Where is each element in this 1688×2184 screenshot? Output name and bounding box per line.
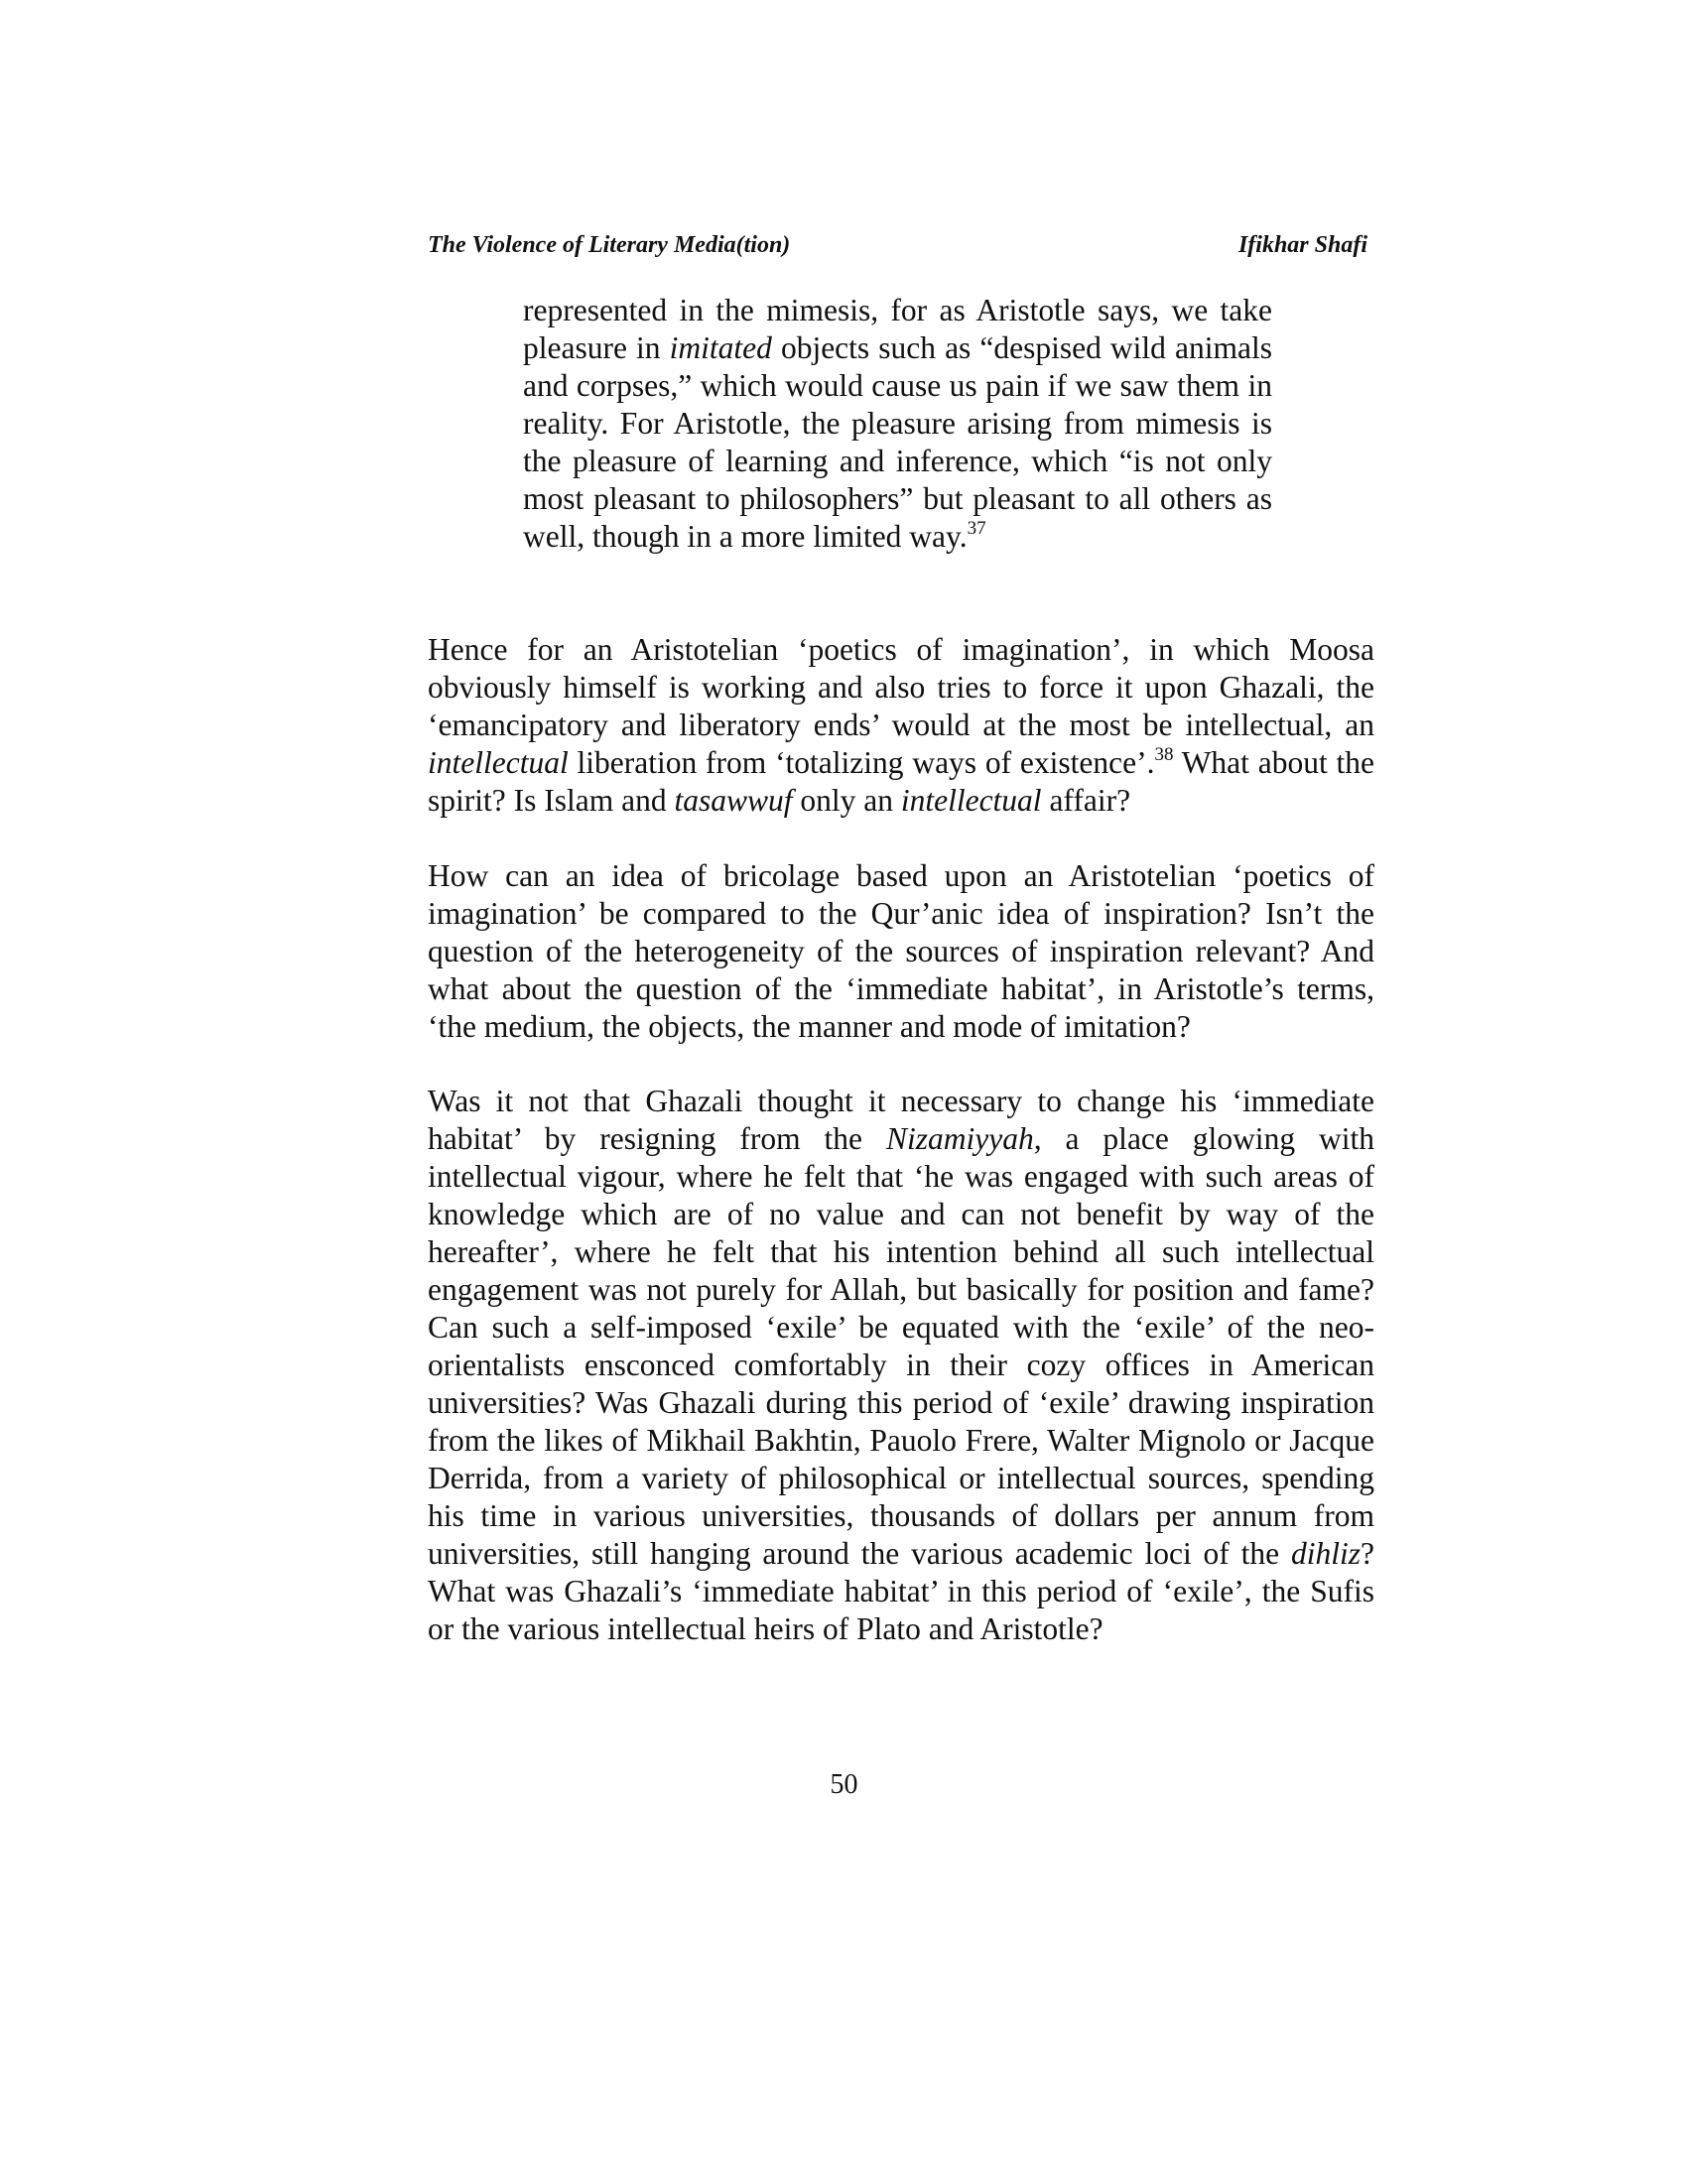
paragraph-emphasis: tasawwuf [674,783,793,818]
body-paragraph-2 [428,857,1374,1046]
paragraph-text: only an [792,783,901,818]
paragraph-emphasis: Nizamiyyah, [885,1121,1042,1156]
paragraph-text: Was it not that Ghazali thought it necessary to change his ‘immediate habitat’ by resigning from the [428,1084,1374,1156]
running-header-author: Ifikhar Shafi [1237,232,1367,258]
footnote-reference: 37 [967,518,986,539]
paragraph-text: Hence for an Aristotelian ‘poetics of imagination’, in which Moosa obviously himself is working and also tries to force it upon Ghazali, the ‘emancipatory and liberatory ends’ would at the most be intellectual, an [428,632,1374,742]
paragraph-text: What about the spirit? Is Islam and [428,745,1374,818]
block-quotation-text: objects such as “despised wild animals and corpses,” which would cause us pain if we saw them in reality. For Aristotle, the pleasure arising from mimesis is the pleasure of learning and inference, which “is not only most pleasant to philosophers” but pleasant to all others as well, though in a more limited way. [523,330,1272,554]
running-header-title: The Violence of Literary Media(tion) [428,232,791,258]
paragraph-emphasis: intellectual [900,783,1042,818]
block-quotation-emphasis: imitated [669,330,772,365]
paragraph-text: a place glowing with intellectual vigour, where he felt that ‘he was engaged with such areas of knowledge which are of no value and can not benefit by way of the hereafter’, where he felt that his intention behind all such intellectual engagement was not purely for Allah, but basically for position and fame? Can such a self-imposed ‘exile’ be equated with the ‘exile’ of the neo-orientalists ensconced comfortably in their cozy offices in American universities? Was Ghazali during this period of ‘exile’ drawing inspiration from the likes of Mikhail Bakhtin, Pauolo Frere, Walter Mignolo or Jacque Derrida, from a variety of philosophical or intellectual sources, spending his time in various universities, thousands of dollars per annum from universities, still hanging around the various academic loci of the [428,1121,1374,1571]
paragraph-text: affair? [1041,783,1131,818]
paragraph-text: ? What was Ghazali’s ‘immediate habitat’ in this period of ‘exile’, the Sufis or the various intellectual heirs of Plato and Aristotle? [428,1536,1374,1646]
paragraph-emphasis: dihliz [1291,1536,1362,1571]
body-paragraph-3 [428,1083,1374,1648]
footnote-reference: 38 [1154,744,1174,765]
running-header [428,228,1367,262]
paragraph-text: liberation from ‘totalizing ways of existence’. [568,745,1155,780]
paragraph-text: How can an idea of bricolage based upon an Aristotelian ‘poetics of imagination’ be compared to the Qur’anic idea of inspiration? Isn’t the question of the heterogeneity of the sources of inspiration relevant? And what about the question of the ‘immediate habitat’, in Aristotle’s terms, ‘the medium, the objects, the manner and mode of imitation? [428,858,1374,1044]
page-number: 50 [830,1769,858,1800]
paragraph-emphasis: intellectual [428,745,569,780]
block-quotation-text: represented in the mimesis, for as Aristotle says, we take pleasure in [523,293,1272,365]
block-quotation [523,292,1272,556]
body-paragraph-1 [428,631,1374,820]
